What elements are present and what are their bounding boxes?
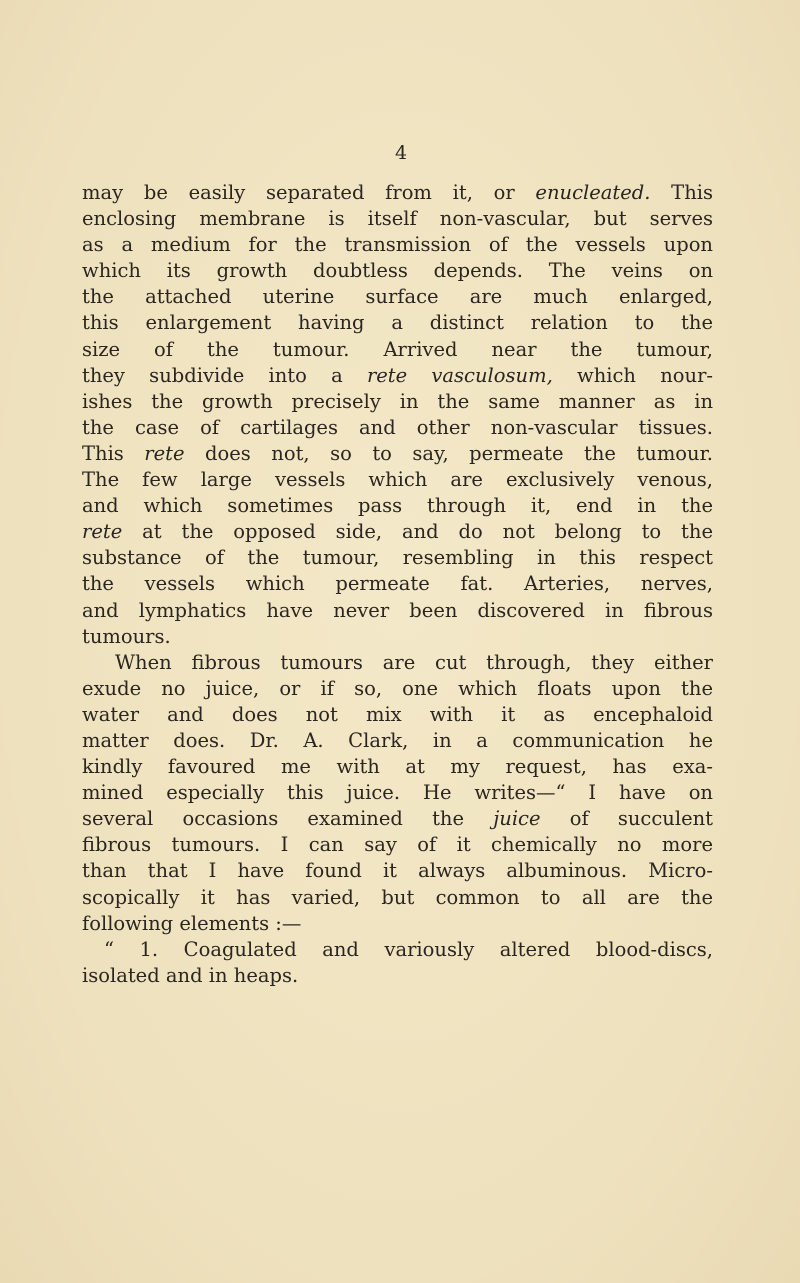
text-line: “ 1. Coagulated and variously altered blood-discs, [104,937,713,961]
text-line: This rete does not, so to say, permeate the tumour. [82,441,713,465]
body-text [82,180,713,989]
text-line: the attached uterine surface are much enlarged, [82,285,713,309]
text-line: this enlargement having a distinct relation to the [82,311,713,335]
text-line: size of the tumour. Arrived near the tumour, [82,337,713,361]
text-line: which its growth doubtless depends. The veins on [82,259,713,283]
text-line: following elements :— [82,911,302,935]
text-line: mined especially this juice. He writes—“ I have on [82,781,713,805]
text-line: exude no juice, or if so, one which floats upon the [82,676,713,700]
text-line: When fibrous tumours are cut through, they either [115,650,713,674]
text-line: fibrous tumours. I can say of it chemically no more [82,833,713,857]
text-line: they subdivide into a rete vasculosum, which nour- [82,363,713,387]
text-line: isolated and in heaps. [82,963,299,987]
text-line: and lymphatics have never been discovered in fibrous [82,598,713,622]
text-line: may be easily separated from it, or enucleated. This [82,181,713,204]
text-line: several occasions examined the juice of succulent [82,807,714,831]
text-line: ishes the growth precisely in the same manner as in [82,389,713,413]
text-line: tumours. [82,624,171,648]
text-line: enclosing membrane is itself non-vascular, but serves [82,207,713,231]
page-number: 4 [394,142,408,164]
text-line: rete at the opposed side, and do not belong to the [82,520,713,544]
text-line: and which sometimes pass through it, end in the [82,494,713,518]
text-line: as a medium for the transmission of the vessels upon [82,233,713,257]
text-line: scopically it has varied, but common to all are the [82,885,713,909]
text-line: the vessels which permeate fat. Arteries, nerves, [82,572,713,596]
text-line: matter does. Dr. A. Clark, in a communication he [82,728,713,752]
text-line: the case of cartilages and other non-vascular tissues. [82,415,713,439]
text-line: kindly favoured me with at my request, has exa- [82,755,713,779]
text-line: water and does not mix with it as encephaloid [82,702,713,726]
text-line: substance of the tumour, resembling in this respect [82,546,713,570]
text-line: than that I have found it always albuminous. Micro- [82,859,713,883]
text-line: The few large vessels which are exclusively venous, [82,468,713,492]
